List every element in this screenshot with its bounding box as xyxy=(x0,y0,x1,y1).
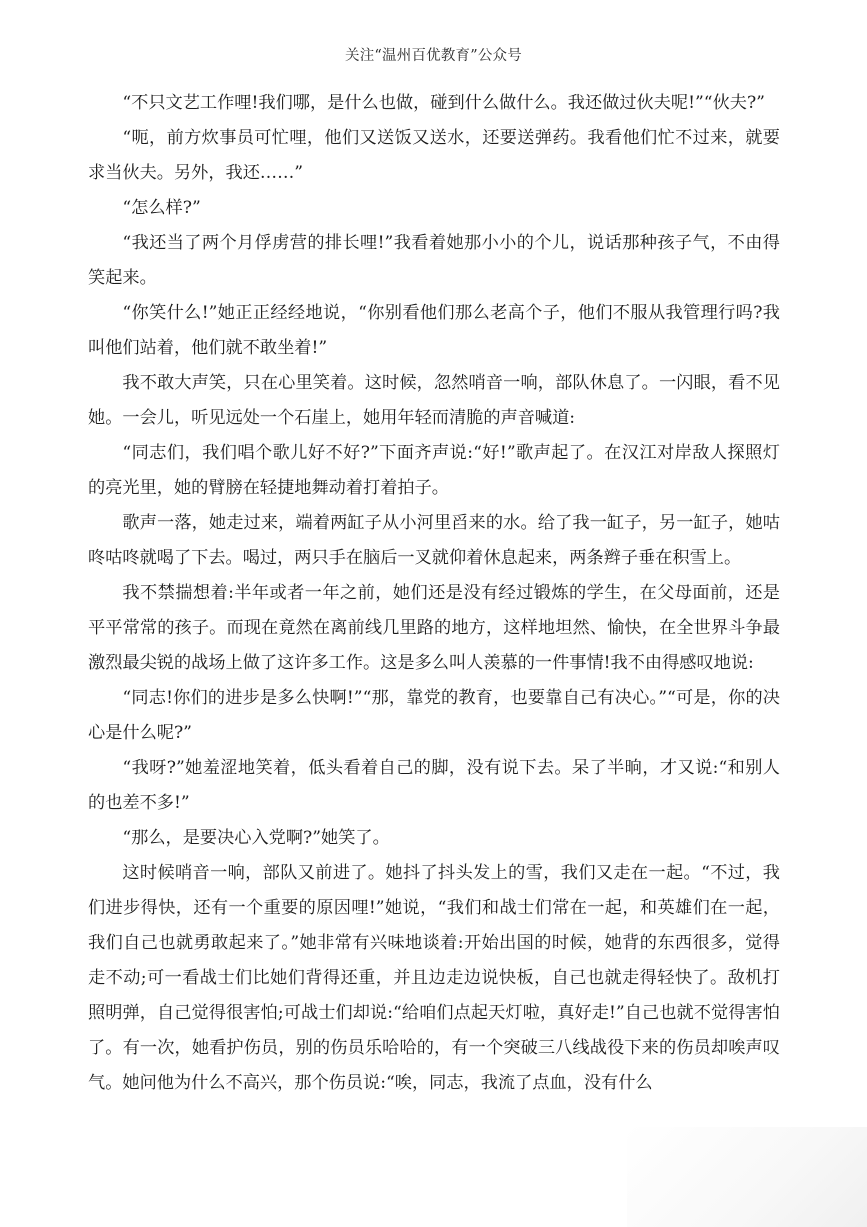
paragraph: “我呀?”她羞涩地笑着，低头看着自己的脚，没有说下去。呆了半晌，才又说:“和别人的也差不多!” xyxy=(88,758,780,813)
paragraph: “呃，前方炊事员可忙哩，他们又送饭又送水，还要送弹药。我看他们忙不过来，就要求当伙夫。另外，我还……” xyxy=(88,128,780,183)
paragraph: 这时候哨音一响，部队又前进了。她抖了抖头发上的雪，我们又走在一起。“不过，我们进步得快，还有一个重要的原因哩!”她说，“我们和战士们常在一起，和英雄们在一起，我们自己也就勇敢起来了。”她非常有兴味地谈着:开始出国的时候，她背的东西很多，觉得走不动;可一看战士们比她们背得还重，并且边走边说快板，自己也就走得轻快了。敌机打照明弹，自己觉得很害怕;可战士们却说:“给咱们点起天灯啦，真好走!”自己也就不觉得害怕了。有一次，她看护伤员，别的伤员乐哈哈的，有一个突破三八线战役下来的伤员却唉声叹气。她问他为什么不高兴，那个伤员说:“唉，同志，我流了点血，没有什么 xyxy=(88,863,780,1093)
article-body xyxy=(88,86,780,1101)
paragraph: “不只文艺工作哩!我们哪，是什么也做，碰到什么做什么。我还做过伙夫呢!”“伙夫?” xyxy=(122,93,765,113)
paragraph: 歌声一落，她走过来，端着两缸子从小河里舀来的水。给了我一缸子，另一缸子，她咕咚咕咚就喝了下去。喝过，两只手在脑后一叉就仰着休息起来，两条辫子垂在积雪上。 xyxy=(88,513,780,568)
page-header: 关注“温州百优教育”公众号 xyxy=(345,48,522,64)
paragraph: 我不禁揣想着:半年或者一年之前，她们还是没有经过锻炼的学生，在父母面前，还是平平常常的孩子。而现在竟然在离前线几里路的地方，这样地坦然、愉快，在全世界斗争最激烈最尖锐的战场上做了这许多工作。这是多么叫人羡慕的一件事情!我不由得感叹地说: xyxy=(88,583,780,673)
paragraph: “那么，是要决心入党啊?”她笑了。 xyxy=(122,828,390,848)
corner-watermark xyxy=(627,1127,867,1227)
paragraph: “同志们，我们唱个歌儿好不好?”下面齐声说:“好!”歌声起了。在汉江对岸敌人探照灯的亮光里，她的臂膀在轻捷地舞动着打着拍子。 xyxy=(88,443,780,498)
paragraph: “同志!你们的进步是多么快啊!”“那，靠党的教育，也要靠自己有决心。”“可是，你的决心是什么呢?” xyxy=(88,688,780,743)
paragraph: 我不敢大声笑，只在心里笑着。这时候，忽然哨音一响，部队休息了。一闪眼，看不见她。一会儿，听见远处一个石崖上，她用年轻而清脆的声音喊道: xyxy=(88,373,780,428)
paragraph: “怎么样?” xyxy=(122,198,201,218)
paragraph: “你笑什么!”她正正经经地说，“你别看他们那么老高个子，他们不服从我管理行吗?我叫他们站着，他们就不敢坐着!” xyxy=(88,303,780,358)
paragraph: “我还当了两个月俘虏营的排长哩!”我看着她那小小的个儿，说话那种孩子气，不由得笑起来。 xyxy=(88,233,780,288)
